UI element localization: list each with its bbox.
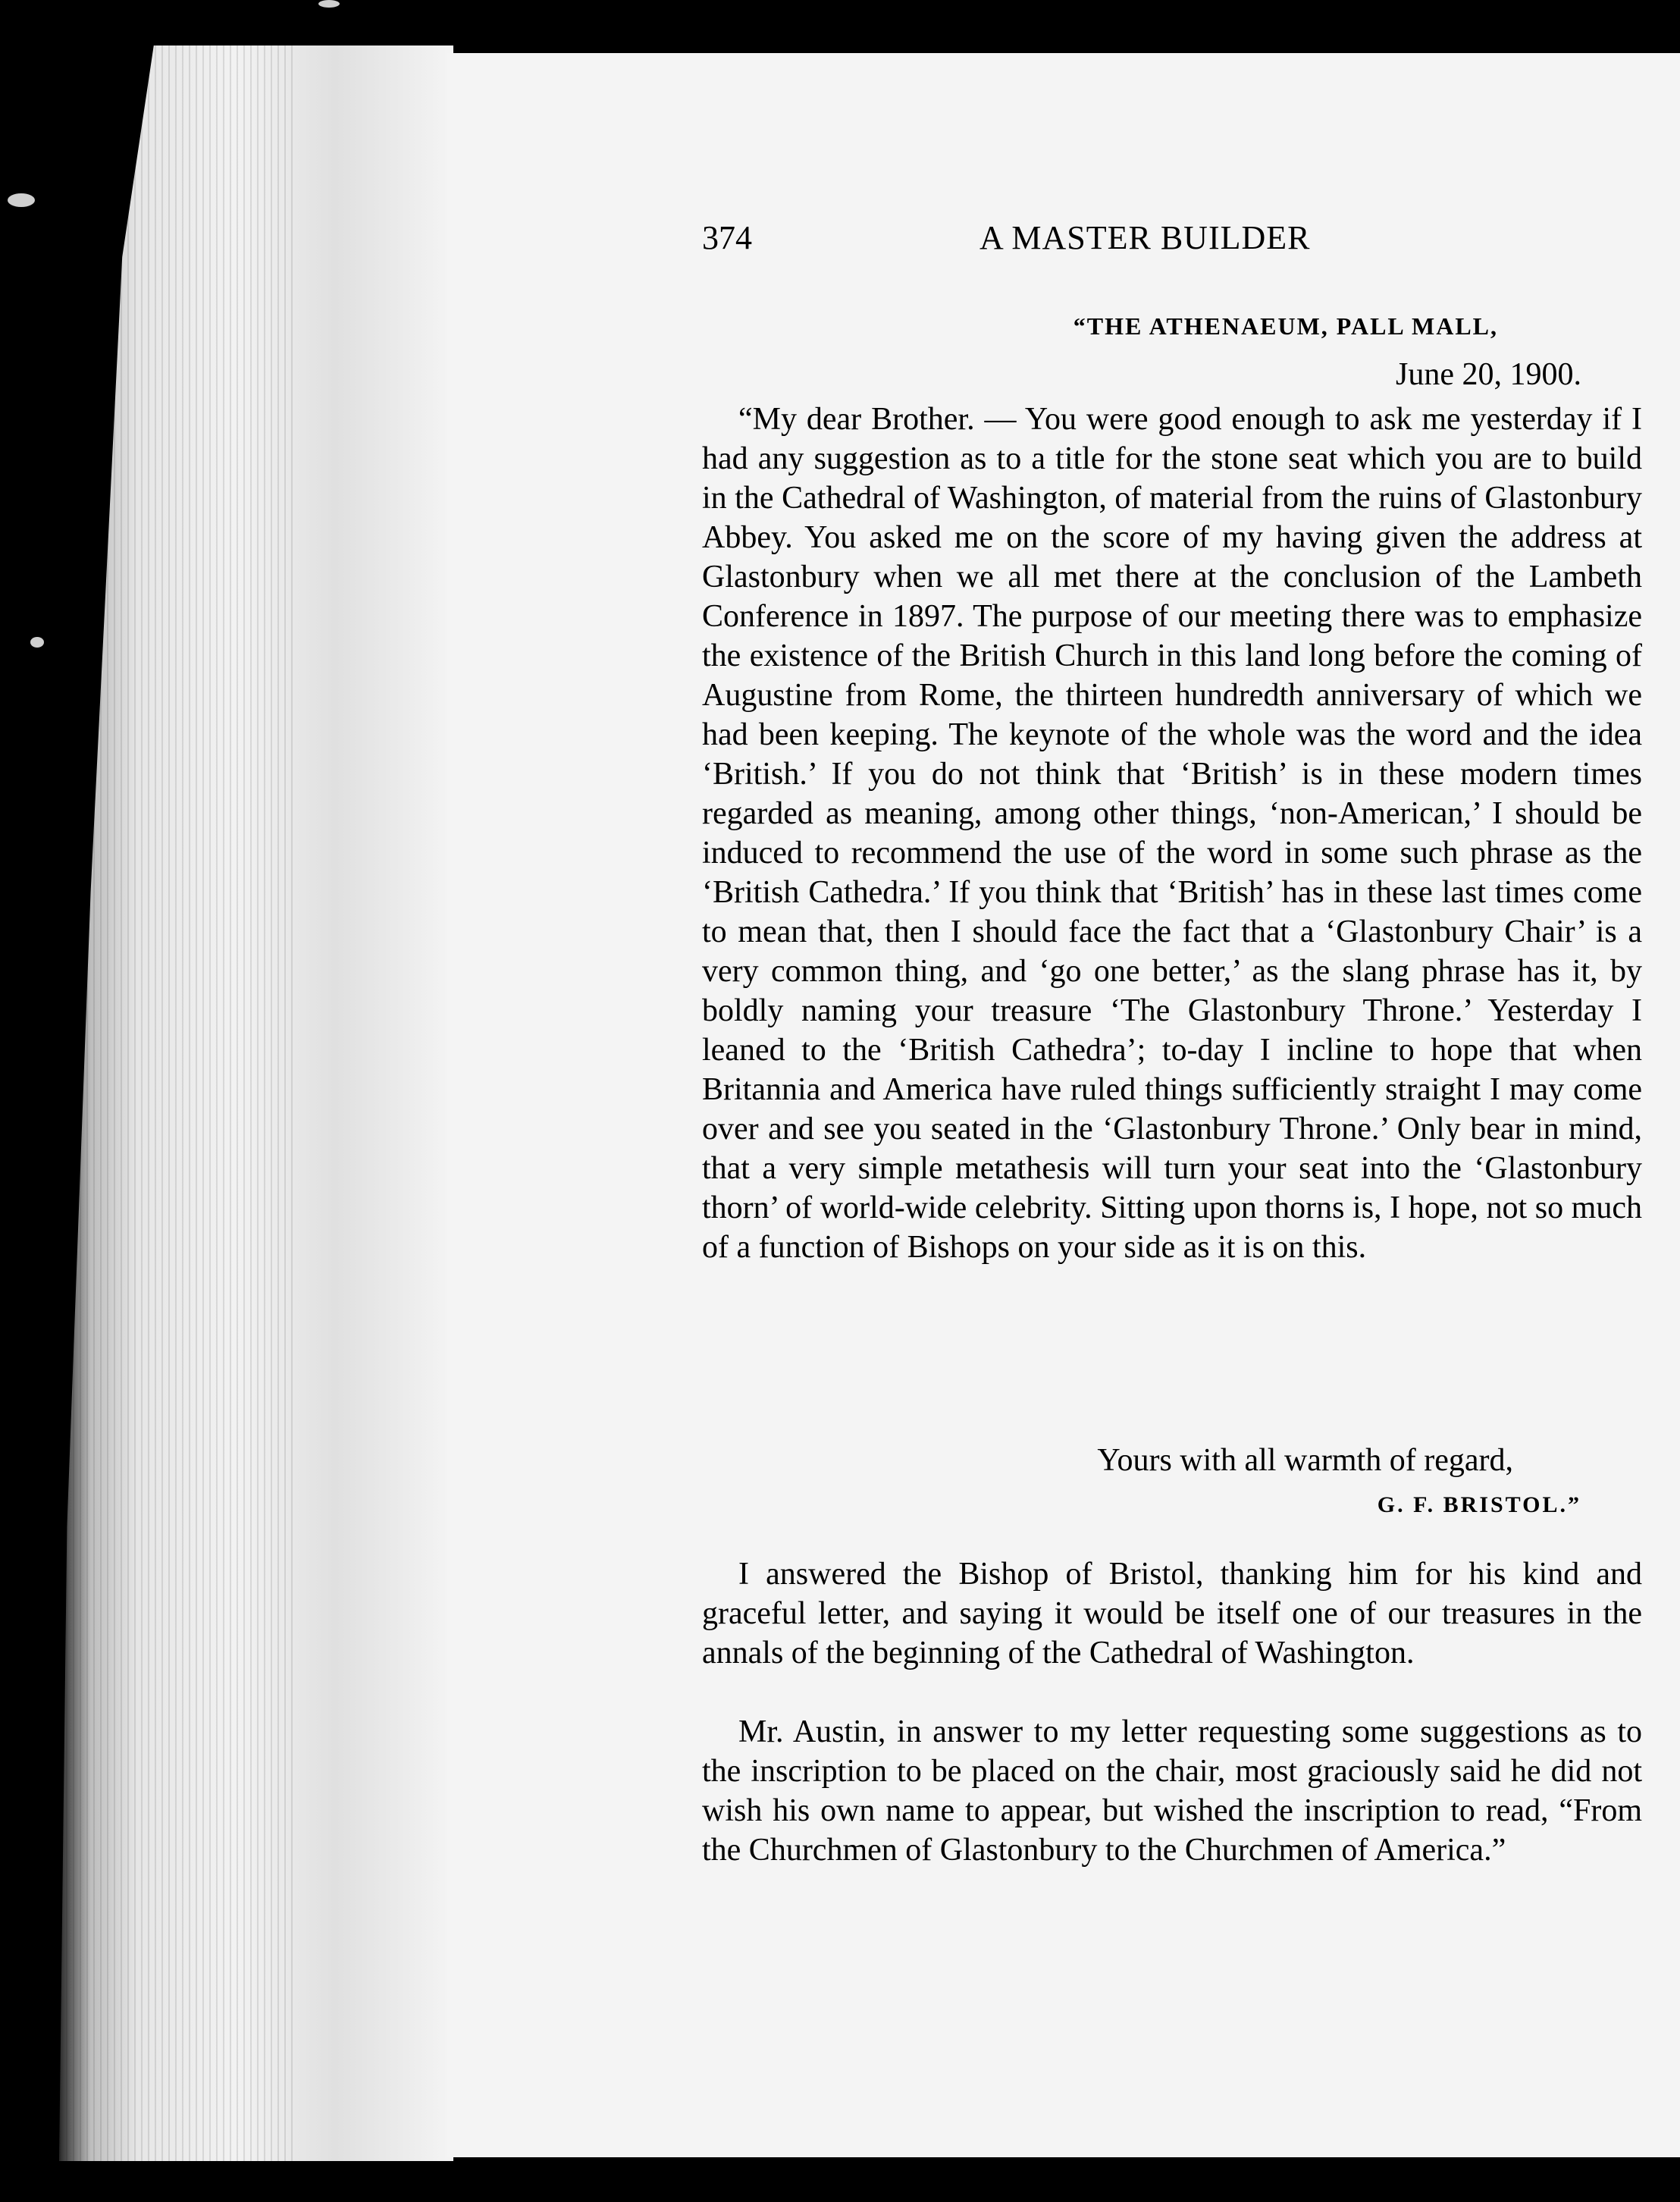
paragraph-answer: I answered the Bishop of Bristol, thanking him for his kind and graceful letter, and saying it would be itself one of our treasures in the annals of the beginning of the Cathedral of Washington. (702, 1557, 1642, 1670)
scan-speck (318, 0, 340, 8)
page-number: 374 (702, 219, 752, 256)
paragraph-austin: Mr. Austin, in answer to my letter requesting some suggestions as to the inscription to be placed on the chair, most graciously said he did not wish his own name to appear, but wished the inscription to read, “From the Churchmen of Glastonbury to the Churchmen of America.” (702, 1714, 1642, 1868)
running-title: A MASTER BUILDER (979, 219, 1311, 256)
letter-date: June 20, 1900. (1396, 357, 1581, 392)
scan-speck (30, 637, 44, 648)
letter-signature: G. F. BRISTOL.” (1377, 1492, 1581, 1517)
scan-speck (8, 193, 35, 207)
letter-body: “My dear Brother. — You were good enough to ask me yesterday if I had any suggestion as to a title for the stone seat which you are to build in the Cathedral of Washington, of material from the ruins of Glastonbury Abbey. You asked me on the score of my having given the address at Glastonbury when we all met there at the conclusion of the Lambeth Conference in 1897. The purpose of our meeting there was to emphasize the existence of the British Church in this land long before the coming of Augustine from Rome, the thirteen hundredth anniversary of which we had been keeping. The keynote of the whole was the word and the idea ‘British.’ If you do not think that ‘British’ is in these modern times regarded as meaning, among other things, ‘non-American,’ I should be induced to recommend the use of the word in some such phrase as the ‘British Cathedra.’ If you think that ‘British’ has in these last times come to mean that, then I should face the fact that a ‘Glastonbury Chair’ is a very common thing, and ‘go one better,’ as the slang phrase has it, by boldly naming your treasure ‘The Glastonbury Throne.’ Yesterday I leaned to the ‘British Cathedra’; to-day I incline to hope that when Britannia and America have ruled things sufficiently straight I may come over and see you seated in the ‘Glastonbury Throne.’ Only bear in mind, that a very simple metathesis will turn your seat into the ‘Glastonbury thorn’ of world-wide celebrity. Sitting upon thorns is, I hope, not so much of a function of Bishops on your side as it is on this. (702, 402, 1642, 1265)
letter-closing: Yours with all warmth of regard, (1097, 1443, 1513, 1478)
letter-address: “THE ATHENAEUM, PALL MALL, (1073, 312, 1498, 340)
